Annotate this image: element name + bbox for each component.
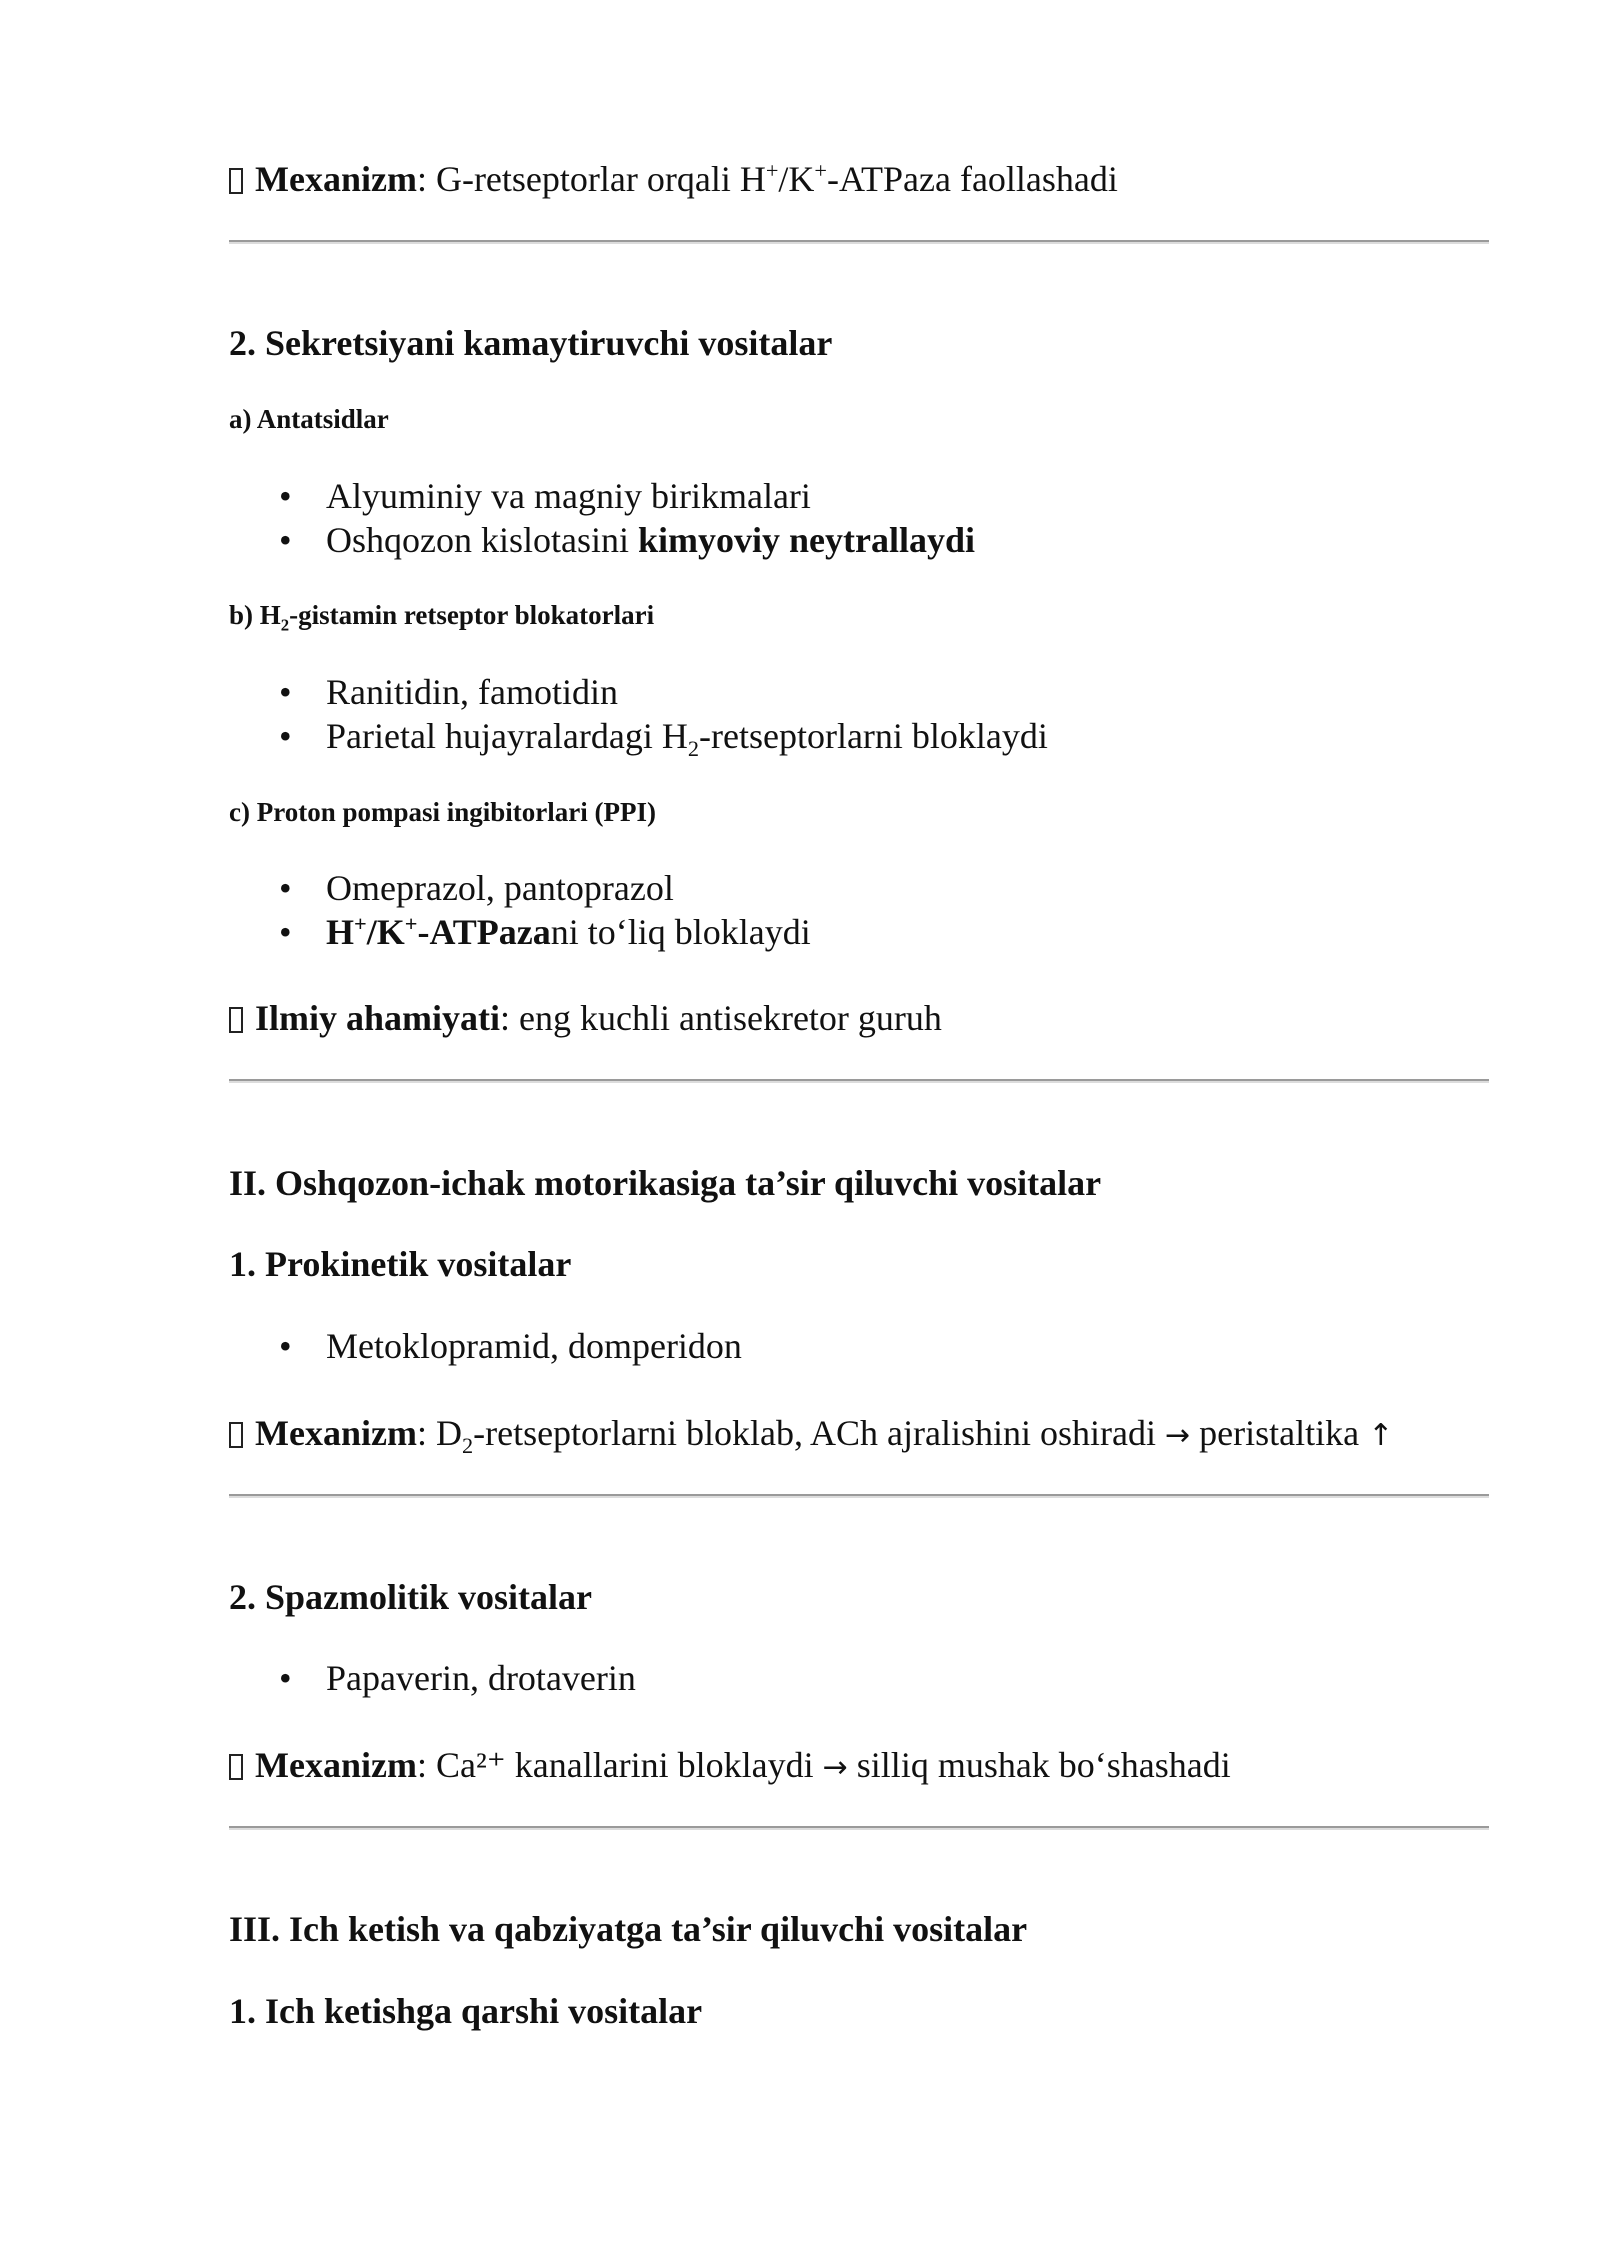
missing-glyph-icon — [229, 1754, 243, 1780]
section-heading: II. Oshqozon-ichak motorikasiga ta’sir qiluvchi vositalar — [229, 1163, 1102, 1203]
significance-note: Ilmiy ahamiyati: eng kuchli antisekretor guruh — [229, 996, 942, 1040]
bullet-icon: • — [279, 1326, 292, 1366]
list-item: • Alyuminiy va magniy birikmalari — [279, 476, 811, 516]
subsection-heading-a: a) Antatsidlar — [229, 404, 389, 434]
list-item: • H+/K+-ATPazani to‘liq bloklaydi — [279, 911, 811, 952]
bullet-icon: • — [279, 672, 292, 712]
bullet-icon: • — [279, 912, 292, 952]
subsection-heading-c: c) Proton pompasi ingibitorlari (PPI) — [229, 797, 656, 827]
horizontal-rule — [229, 1826, 1489, 1830]
list-item: • Parietal hujayralardagi $H_2$-retseptorlarni bloklaydi — [279, 716, 1048, 762]
section-heading: 2. Sekretsiyani kamaytiruvchi vositalar — [229, 323, 833, 363]
subsection-heading: 2. Spazmolitik vositalar — [229, 1577, 593, 1617]
missing-glyph-icon — [229, 1007, 243, 1033]
missing-glyph-icon — [229, 1422, 243, 1448]
subsection-heading-b: b) $H_2$-gistamin retseptor blokatorlari — [229, 600, 655, 635]
spasmolytic-list — [229, 1656, 636, 1700]
list-item: • Ranitidin, famotidin — [279, 672, 618, 712]
bullet-icon: • — [279, 520, 292, 560]
horizontal-rule — [229, 240, 1489, 244]
arrow-up-icon: ↑ — [1368, 1418, 1394, 1453]
arrow-right-icon: → — [822, 1750, 848, 1785]
list-item: • Omeprazol, pantoprazol — [279, 868, 674, 908]
subsection-heading: 1. Ich ketishga qarshi vositalar — [229, 1991, 703, 2031]
bullet-icon: • — [279, 868, 292, 908]
mechanism-label: Mexanizm — [255, 159, 417, 199]
missing-glyph-icon — [229, 168, 243, 194]
ppi-list — [229, 866, 811, 954]
list-item: • Oshqozon kislotasini kimyoviy neytrallaydi — [279, 520, 976, 560]
horizontal-rule — [229, 1494, 1489, 1498]
subsection-heading: 1. Prokinetik vositalar — [229, 1244, 572, 1284]
bullet-icon: • — [279, 1658, 292, 1698]
mechanism-note-3: Mexanizm: Ca²⁺ kanallarini bloklaydi → silliq mushak bo‘shashadi — [229, 1743, 1231, 1790]
prokinetic-list — [229, 1324, 742, 1368]
horizontal-rule — [229, 1079, 1489, 1083]
bullet-icon: • — [279, 476, 292, 516]
bullet-icon: • — [279, 716, 292, 756]
section-heading: III. Ich ketish va qabziyatga ta’sir qiluvchi vositalar — [229, 1909, 1028, 1949]
list-item: • Papaverin, drotaverin — [279, 1658, 636, 1698]
h2-blockers-list — [229, 670, 1048, 762]
mechanism-note-2: Mexanizm: $D_2$-retseptorlarni bloklab, ACh ajralishini oshiradi → peristaltika ↑ — [229, 1411, 1393, 1458]
antacids-list — [229, 474, 975, 562]
list-item: • Metoklopramid, domperidon — [279, 1326, 742, 1366]
mechanism-note-1: Mexanizm: G-retseptorlar orqali H+/K+-ATPaza faollashadi — [229, 157, 1118, 201]
arrow-right-icon: → — [1164, 1418, 1191, 1453]
